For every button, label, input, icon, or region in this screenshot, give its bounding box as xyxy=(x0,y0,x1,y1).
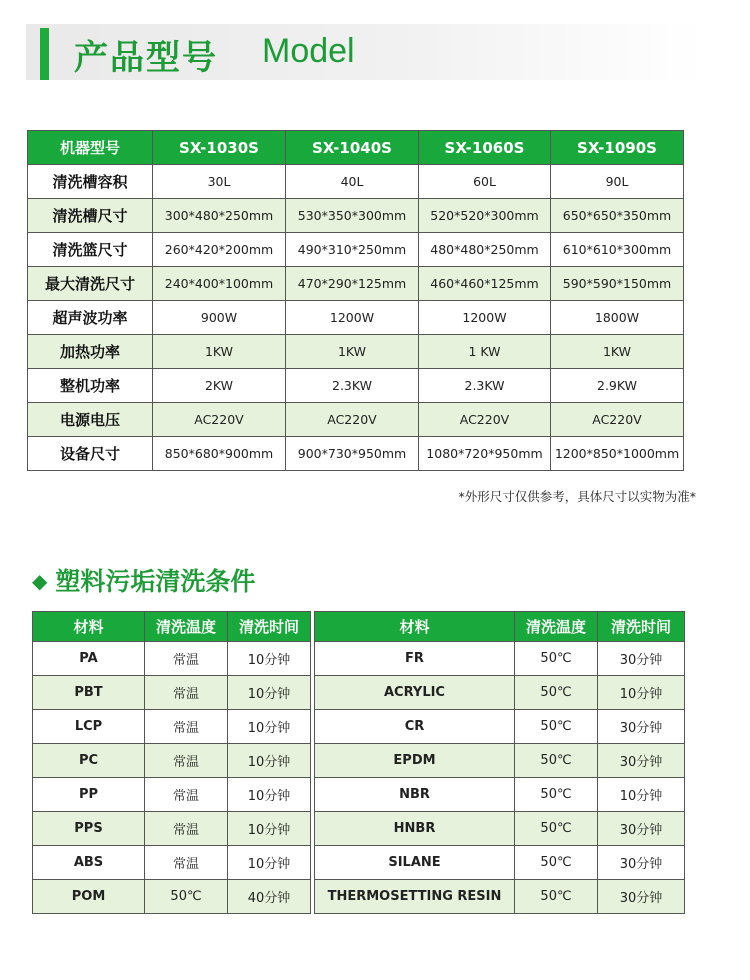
spec-label-cell: 整机功率 xyxy=(28,369,153,403)
spec-value-cell: AC220V xyxy=(286,403,419,437)
time-cell: 40分钟 xyxy=(228,880,311,914)
material-cell: PPS xyxy=(33,812,145,846)
spec-value-cell: 40L xyxy=(286,165,419,199)
spec-value-cell: 850*680*900mm xyxy=(153,437,286,471)
page-subtitle: Model xyxy=(262,32,355,70)
spec-value-cell: 1200*850*1000mm xyxy=(551,437,684,471)
table-row xyxy=(28,165,684,199)
table-row xyxy=(28,199,684,233)
table-row xyxy=(28,437,684,471)
spec-label-cell: 最大清洗尺寸 xyxy=(28,267,153,301)
time-cell: 30分钟 xyxy=(598,846,685,880)
spec-value-cell: 610*610*300mm xyxy=(551,233,684,267)
spec-value-cell: 300*480*250mm xyxy=(153,199,286,233)
section-title xyxy=(32,562,255,598)
column-header: 材料 xyxy=(315,612,515,642)
spec-label-cell: 清洗槽容积 xyxy=(28,165,153,199)
table-row xyxy=(28,267,684,301)
spec-value-cell: 1080*720*950mm xyxy=(419,437,551,471)
temperature-cell: 常温 xyxy=(145,778,228,812)
spec-value-cell: 1800W xyxy=(551,301,684,335)
spec-value-cell: 60L xyxy=(419,165,551,199)
material-cell: ACRYLIC xyxy=(315,676,515,710)
spec-value-cell: 1200W xyxy=(419,301,551,335)
material-cell: EPDM xyxy=(315,744,515,778)
spec-value-cell: 1200W xyxy=(286,301,419,335)
time-cell: 10分钟 xyxy=(228,812,311,846)
time-cell: 10分钟 xyxy=(228,846,311,880)
spec-value-cell: 900W xyxy=(153,301,286,335)
temperature-cell: 50℃ xyxy=(515,710,598,744)
temperature-cell: 常温 xyxy=(145,676,228,710)
material-cell: PC xyxy=(33,744,145,778)
table-row xyxy=(33,676,685,710)
table-row xyxy=(28,403,684,437)
spec-label-cell: 清洗槽尺寸 xyxy=(28,199,153,233)
table-row xyxy=(33,710,685,744)
spec-value-cell: 2KW xyxy=(153,369,286,403)
temperature-cell: 50℃ xyxy=(515,676,598,710)
spec-value-cell: 1 KW xyxy=(419,335,551,369)
material-cell: FR xyxy=(315,642,515,676)
spec-value-cell: 480*480*250mm xyxy=(419,233,551,267)
section-title-text: 塑料污垢清洗条件 xyxy=(55,567,256,596)
spec-value-cell: 1KW xyxy=(286,335,419,369)
spec-value-cell: 490*310*250mm xyxy=(286,233,419,267)
spec-value-cell: AC220V xyxy=(551,403,684,437)
model-spec-table xyxy=(27,130,684,471)
column-header-model: SX-1040S xyxy=(286,131,419,165)
spec-value-cell: 2.3KW xyxy=(286,369,419,403)
temperature-cell: 50℃ xyxy=(515,642,598,676)
table-row xyxy=(33,778,685,812)
temperature-cell: 常温 xyxy=(145,846,228,880)
time-cell: 10分钟 xyxy=(228,710,311,744)
temperature-cell: 50℃ xyxy=(515,744,598,778)
temperature-cell: 常温 xyxy=(145,812,228,846)
time-cell: 30分钟 xyxy=(598,812,685,846)
temperature-cell: 50℃ xyxy=(515,778,598,812)
page-header xyxy=(26,24,704,80)
spec-value-cell: 1KW xyxy=(551,335,684,369)
material-cell: HNBR xyxy=(315,812,515,846)
materials-table xyxy=(32,611,685,914)
material-cell: ABS xyxy=(33,846,145,880)
spec-label-cell: 电源电压 xyxy=(28,403,153,437)
material-cell: PA xyxy=(33,642,145,676)
table-row xyxy=(28,301,684,335)
size-note: *外形尺寸仅供参考，具体尺寸以实物为准* xyxy=(458,489,696,504)
table-row xyxy=(33,744,685,778)
spec-value-cell: 590*590*150mm xyxy=(551,267,684,301)
spec-value-cell: 240*400*100mm xyxy=(153,267,286,301)
spec-value-cell: 260*420*200mm xyxy=(153,233,286,267)
spec-value-cell: AC220V xyxy=(419,403,551,437)
spec-label-cell: 超声波功率 xyxy=(28,301,153,335)
time-cell: 30分钟 xyxy=(598,880,685,914)
material-cell: LCP xyxy=(33,710,145,744)
column-header: 清洗时间 xyxy=(228,612,311,642)
column-header: 材料 xyxy=(33,612,145,642)
time-cell: 10分钟 xyxy=(598,676,685,710)
spec-value-cell: 30L xyxy=(153,165,286,199)
column-header-model: SX-1060S xyxy=(419,131,551,165)
header-accent-bar xyxy=(40,28,49,80)
table-row xyxy=(28,369,684,403)
table-row xyxy=(33,880,685,914)
column-header-model-label: 机器型号 xyxy=(28,131,153,165)
time-cell: 10分钟 xyxy=(598,778,685,812)
diamond-icon: ◆ xyxy=(32,569,48,593)
temperature-cell: 50℃ xyxy=(515,846,598,880)
spec-value-cell: 650*650*350mm xyxy=(551,199,684,233)
spec-value-cell: 460*460*125mm xyxy=(419,267,551,301)
spec-value-cell: 2.3KW xyxy=(419,369,551,403)
material-cell: THERMOSETTING RESIN xyxy=(315,880,515,914)
material-cell: NBR xyxy=(315,778,515,812)
table-row xyxy=(28,233,684,267)
spec-value-cell: 90L xyxy=(551,165,684,199)
column-header: 清洗温度 xyxy=(515,612,598,642)
table-row xyxy=(33,642,685,676)
spec-value-cell: 900*730*950mm xyxy=(286,437,419,471)
time-cell: 10分钟 xyxy=(228,744,311,778)
spec-value-cell: 1KW xyxy=(153,335,286,369)
table-row xyxy=(33,812,685,846)
spec-value-cell: 520*520*300mm xyxy=(419,199,551,233)
material-cell: POM xyxy=(33,880,145,914)
material-cell: CR xyxy=(315,710,515,744)
temperature-cell: 常温 xyxy=(145,744,228,778)
temperature-cell: 50℃ xyxy=(515,812,598,846)
spec-label-cell: 清洗篮尺寸 xyxy=(28,233,153,267)
spec-label-cell: 加热功率 xyxy=(28,335,153,369)
column-header: 清洗温度 xyxy=(145,612,228,642)
spec-label-cell: 设备尺寸 xyxy=(28,437,153,471)
temperature-cell: 常温 xyxy=(145,710,228,744)
column-header-model: SX-1090S xyxy=(551,131,684,165)
temperature-cell: 50℃ xyxy=(515,880,598,914)
table-row xyxy=(28,335,684,369)
table-row xyxy=(33,846,685,880)
time-cell: 10分钟 xyxy=(228,778,311,812)
time-cell: 30分钟 xyxy=(598,642,685,676)
spec-value-cell: 530*350*300mm xyxy=(286,199,419,233)
time-cell: 30分钟 xyxy=(598,744,685,778)
materials-table-header xyxy=(33,612,685,642)
column-header: 清洗时间 xyxy=(598,612,685,642)
time-cell: 10分钟 xyxy=(228,676,311,710)
material-cell: PBT xyxy=(33,676,145,710)
material-cell: PP xyxy=(33,778,145,812)
time-cell: 10分钟 xyxy=(228,642,311,676)
temperature-cell: 50℃ xyxy=(145,880,228,914)
model-table-header xyxy=(28,131,684,165)
time-cell: 30分钟 xyxy=(598,710,685,744)
spec-value-cell: 2.9KW xyxy=(551,369,684,403)
column-header-model: SX-1030S xyxy=(153,131,286,165)
material-cell: SILANE xyxy=(315,846,515,880)
temperature-cell: 常温 xyxy=(145,642,228,676)
page-title: 产品型号 xyxy=(74,38,218,78)
spec-value-cell: 470*290*125mm xyxy=(286,267,419,301)
spec-value-cell: AC220V xyxy=(153,403,286,437)
